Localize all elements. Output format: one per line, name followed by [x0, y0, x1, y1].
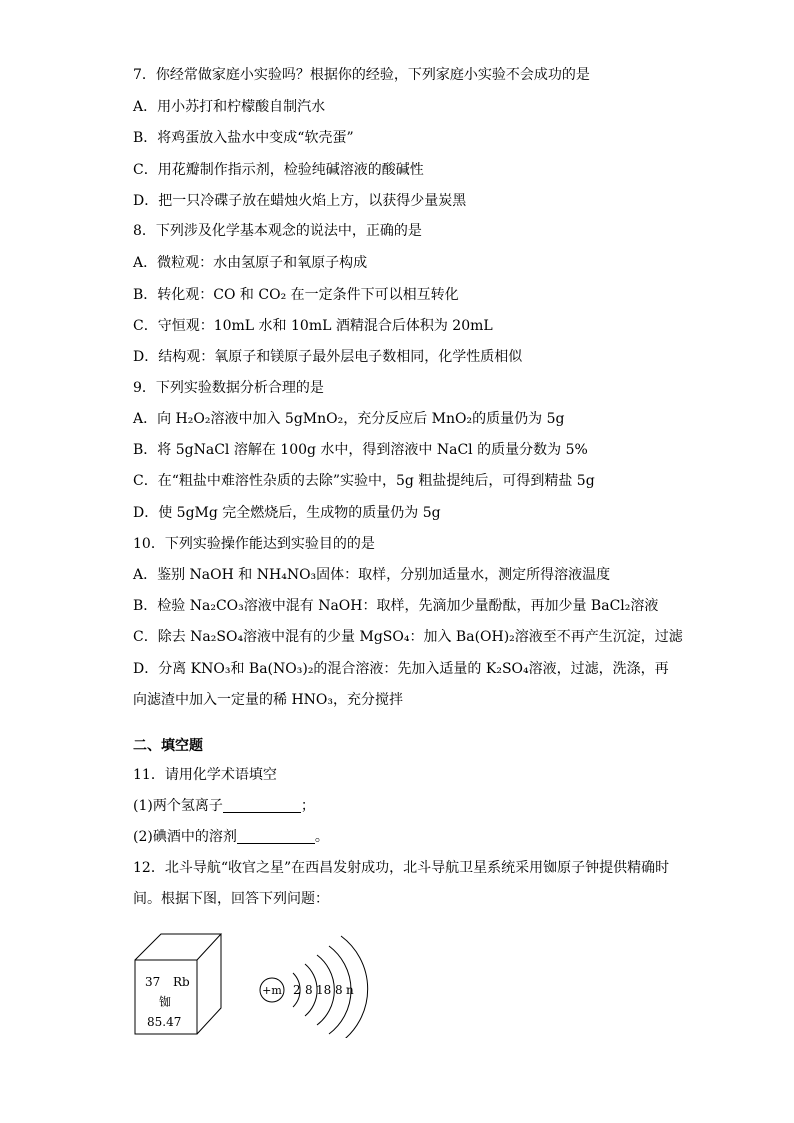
answer-blank-1[interactable]: [223, 798, 301, 813]
q12-stem-line2: 间。根据下图，回答下列问题：: [133, 891, 329, 907]
atomic-mass: 85.47: [147, 1015, 182, 1029]
q9-option-c: C．在“粗盐中难溶性杂质的去除”实验中，5g 粗盐提纯后，可得到精盐 5g: [133, 473, 595, 489]
element-card-side: [197, 934, 221, 1034]
rubidium-figure: [133, 928, 373, 1038]
shell-arc-5: [341, 936, 368, 1038]
q7-option-d: D．把一只冷碟子放在蜡烛火焰上方，以获得少量炭黑: [133, 193, 467, 209]
element-name: 铷: [159, 995, 172, 1009]
q8-option-a: A．微粒观：水由氢原子和氧原子构成: [133, 255, 368, 271]
q9-stem: 9．下列实验数据分析合理的是: [133, 380, 324, 396]
q9-option-d: D．使 5gMg 完全燃烧后，生成物的质量仍为 5g: [133, 505, 441, 521]
shell-electrons-2: 8: [305, 983, 313, 997]
q7-option-b: B．将鸡蛋放入盐水中变成“软壳蛋”: [133, 130, 354, 146]
q11-part1-text: (1)两个氢离子: [133, 798, 223, 814]
q9-option-b: B．将 5gNaCl 溶解在 100g 水中，得到溶液中 NaCl 的质量分数为 5%: [133, 442, 588, 458]
q10-option-d-line1: D．分离 KNO₃和 Ba(NO₃)₂的混合溶液：先加入适量的 K₂SO₄溶液，过滤，洗涤，再: [133, 661, 669, 677]
shell-electrons-5: n: [346, 983, 354, 997]
q12-stem-line1: 12．北斗导航“收官之星”在西昌发射成功，北斗导航卫星系统采用铷原子钟提供精确时: [133, 860, 670, 876]
q11-part2-end: 。: [314, 829, 329, 845]
q8-stem: 8．下列涉及化学基本观念的说法中，正确的是: [133, 223, 422, 239]
nucleus-charge: +m: [262, 984, 282, 997]
q7-option-a: A．用小苏打和柠檬酸自制汽水: [133, 99, 326, 115]
q8-option-b: B．转化观：CO 和 CO₂ 在一定条件下可以相互转化: [133, 287, 459, 303]
element-card-top: [135, 934, 221, 960]
atom-structure-diagram: [260, 936, 368, 1038]
q7-stem: 7．你经常做家庭小实验吗？根据你的经验，下列家庭小实验不会成功的是: [133, 67, 590, 83]
q11-stem: 11．请用化学术语填空: [133, 767, 277, 783]
section-heading: 二、填空题: [133, 738, 203, 754]
shell-electrons-3: 18: [316, 983, 332, 997]
q10-option-d-line2: 向滤渣中加入一定量的稀 HNO₃，充分搅拌: [133, 692, 403, 708]
q10-option-c: C．除去 Na₂SO₄溶液中混有的少量 MgSO₄：加入 Ba(OH)₂溶液至不再产生沉淀，过滤: [133, 629, 683, 645]
q8-option-c: C．守恒观：10mL 水和 10mL 酒精混合后体积为 20mL: [133, 318, 493, 334]
q8-option-d: D．结构观：氧原子和镁原子最外层电子数相同，化学性质相似: [133, 349, 523, 365]
q10-stem: 10．下列实验操作能达到实验目的的是: [133, 536, 375, 552]
q10-option-b: B．检验 Na₂CO₃溶液中混有 NaOH：取样，先滴加少量酚酞，再加少量 BaCl₂溶液: [133, 598, 659, 614]
q7-option-c: C．用花瓣制作指示剂，检验纯碱溶液的酸碱性: [133, 162, 424, 178]
q11-part1: [133, 797, 315, 815]
element-symbol: Rb: [173, 975, 190, 989]
q11-part2: [133, 828, 329, 846]
atomic-number: 37: [145, 975, 161, 989]
q10-option-a: A．鉴别 NaOH 和 NH₄NO₃固体：取样，分别加适量水，测定所得溶液温度: [133, 567, 611, 583]
q9-option-a: A．向 H₂O₂溶液中加入 5gMnO₂，充分反应后 MnO₂的质量仍为 5g: [133, 411, 565, 427]
shell-electrons-1: 2: [293, 983, 301, 997]
answer-blank-2[interactable]: [237, 829, 315, 844]
q11-part2-text: (2)碘酒中的溶剂: [133, 829, 237, 845]
shell-electrons-4: 8: [335, 983, 343, 997]
q11-part1-end: ；: [300, 798, 315, 814]
